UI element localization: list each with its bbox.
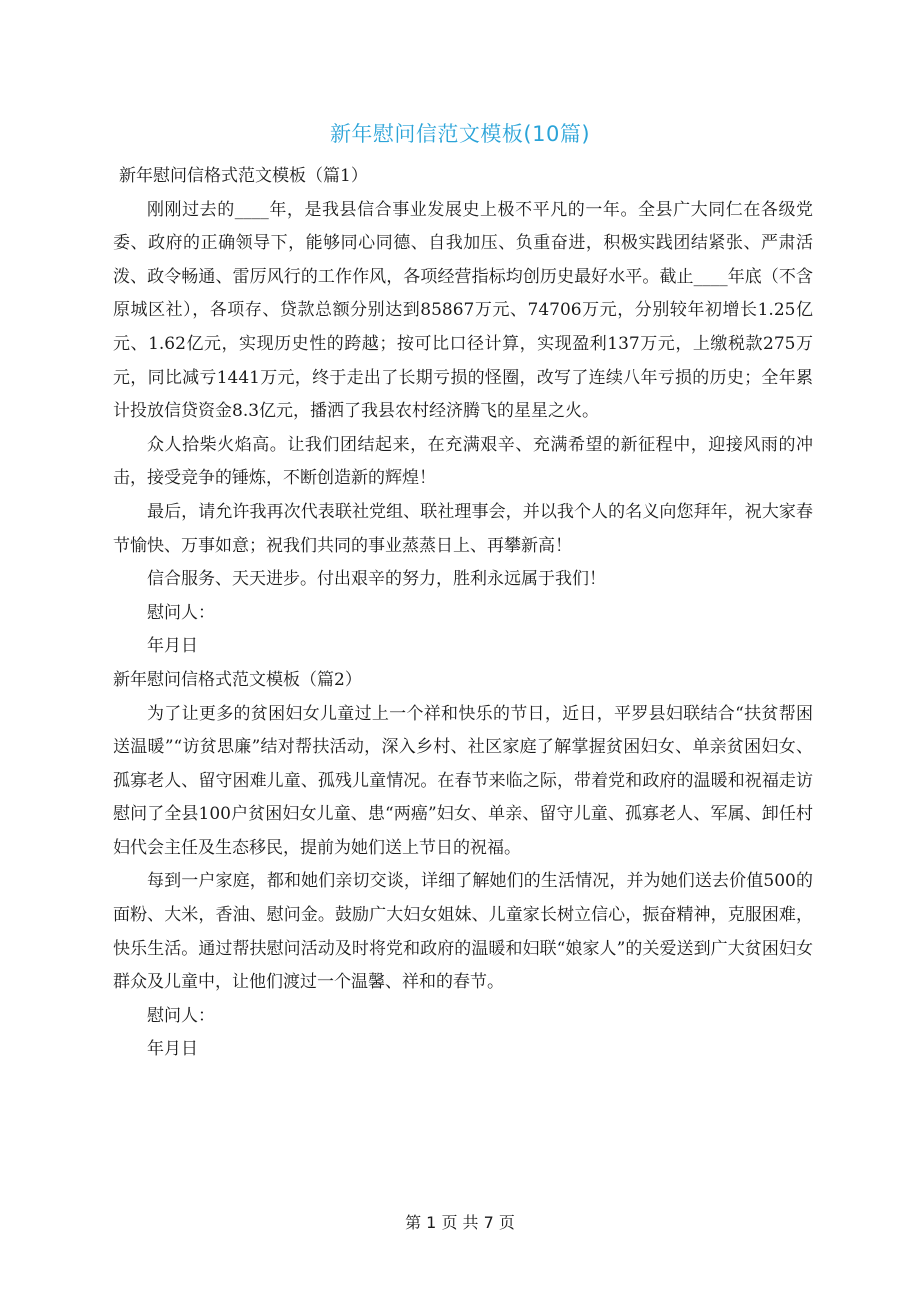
section-heading-2: 新年慰问信格式范文模板（篇2） <box>113 669 362 690</box>
page-footer: 第 1 页 共 7 页 <box>405 1213 515 1232</box>
section-heading-1: 新年慰问信格式范文模板（篇1） <box>119 166 368 186</box>
paragraph: 最后，请允许我再次代表联社党组、联社理事会，并以我个人的名义向您拜年，祝大家春节愉快、万事如意；祝我们共同的事业蒸蒸日上、再攀新高！ <box>113 501 813 556</box>
paragraph: 刚刚过去的____年，是我县信合事业发展史上极不平凡的一年。全县广大同仁在各级党委、政府的正确领导下，能够同心同德、自我加压、负重奋进，积极实践团结紧张、严肃活泼、政令畅通、雷厉风行的工作作风，各项经营指标均创历史最好水平。截止____年底（不含原城区社），各项存、贷款总额分别达到85867万元、74706万元，分别较年初增长1.25亿元、1.62亿元，实现历史性的跨越；按可比口径计算，实现盈利137万元，上缴税款275万元，同比减亏1441万元，终于走出了长期亏损的怪圈，改写了连续八年亏损的历史；全年累计投放信贷资金8.3亿元，播洒了我县农村经济腾飞的星星之火。 <box>113 199 813 422</box>
paragraph: 为了让更多的贫困妇女儿童过上一个祥和快乐的节日，近日，平罗县妇联结合“扶贫帮困送温暖”“访贫思廉”结对帮扶活动，深入乡村、社区家庭了解掌握贫困妇女、单亲贫困妇女、孤寡老人、留守困难儿童、孤残儿童情况。在春节来临之际，带着党和政府的温暖和祝福走访慰问了全县100户贫困妇女儿童、患“两癌”妇女、单亲、留守儿童、孤寡老人、军属、卸任村妇代会主任及生态移民，提前为她们送上节日的祝福。 <box>113 703 813 858</box>
paragraph: 众人拾柴火焰高。让我们团结起来，在充满艰辛、充满希望的新征程中，迎接风雨的冲击，接受竞争的锤炼，不断创造新的辉煌！ <box>113 434 813 489</box>
signature-label: 慰问人： <box>147 602 215 623</box>
document-body <box>113 160 813 1067</box>
date-line: 年月日 <box>147 636 198 657</box>
document-title: 新年慰问信范文模板(10篇) <box>329 122 591 146</box>
signature-label: 慰问人： <box>147 1005 215 1026</box>
paragraph: 信合服务、天天进步。付出艰辛的努力，胜利永远属于我们！ <box>147 569 606 590</box>
paragraph: 每到一户家庭，都和她们亲切交谈，详细了解她们的生活情况，并为她们送去价值500的面粉、大米，香油、慰问金。鼓励广大妇女姐妹、儿童家长树立信心，振奋精神，克服困难，快乐生活。通过帮扶慰问活动及时将党和政府的温暖和妇联“娘家人”的关爱送到广大贫困妇女群众及儿童中，让他们渡过一个温馨、祥和的春节。 <box>113 871 813 993</box>
date-line: 年月日 <box>147 1039 198 1060</box>
